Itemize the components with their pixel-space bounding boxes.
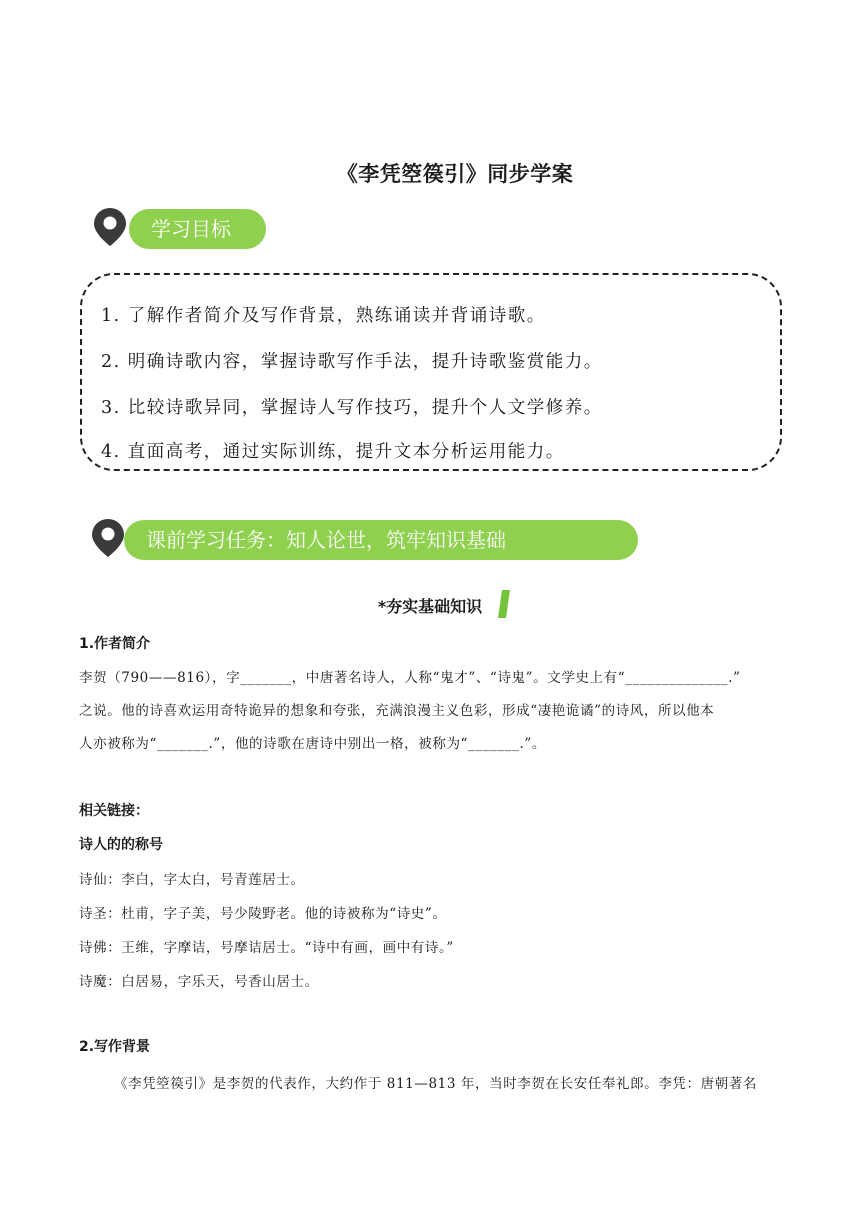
section-label-learning-goals: 学习目标 <box>129 209 266 249</box>
poet-title-line: 诗魔：白居易，字乐天，号香山居士。 <box>79 974 319 990</box>
links-heading: 相关链接： <box>79 803 149 819</box>
background-heading: 2.写作背景 <box>79 1039 151 1055</box>
location-pin-icon <box>93 207 127 247</box>
goal-item: 1. 了解作者简介及写作背景，熟练诵读并背诵诗歌。 <box>101 306 546 326</box>
location-pin-icon <box>91 518 125 558</box>
titles-heading: 诗人的的称号 <box>79 837 163 853</box>
poet-title-line: 诗圣：杜甫，字子美，号少陵野老。他的诗被称为“诗史”。 <box>79 906 447 922</box>
poet-title-line: 诗佛：王维，字摩诘，号摩诘居士。“诗中有画，画中有诗。” <box>79 940 454 956</box>
poet-title-line: 诗仙：李白，字太白，号青莲居士。 <box>79 872 305 888</box>
author-line: 之说。他的诗喜欢运用奇特诡异的想象和夸张，充满浪漫主义色彩，形成“凄艳诡谲”的诗风，所以他本 <box>79 703 715 719</box>
goal-item: 4. 直面高考，通过实际训练，提升文本分析运用能力。 <box>101 442 565 462</box>
goal-item: 2. 明确诗歌内容，掌握诗歌写作手法，提升诗歌鉴赏能力。 <box>101 352 603 372</box>
author-heading: 1.作者简介 <box>79 636 151 652</box>
goal-item: 3. 比较诗歌异同，掌握诗人写作技巧，提升个人文学修养。 <box>101 398 603 418</box>
author-line: 人亦被称为“_______.”，他的诗歌在唐诗中别出一格，被称为“_______.”。 <box>79 736 546 752</box>
section-label-pre-class-task: 课前学习任务：知人论世，筑牢知识基础 <box>124 520 638 560</box>
subheading: *夯实基础知识 <box>377 597 483 616</box>
author-line: 李贺（790——816），字_______，中唐著名诗人，人称“鬼才”、“诗鬼”。文学史上有“______________.” <box>79 670 741 686</box>
page-title: 《李凭箜篌引》同步学案 <box>336 162 574 186</box>
background-line: 《李凭箜篌引》是李贺的代表作，大约作于 811—813 年，当时李贺在长安任奉礼郎。李凭：唐朝著名 <box>114 1076 758 1092</box>
